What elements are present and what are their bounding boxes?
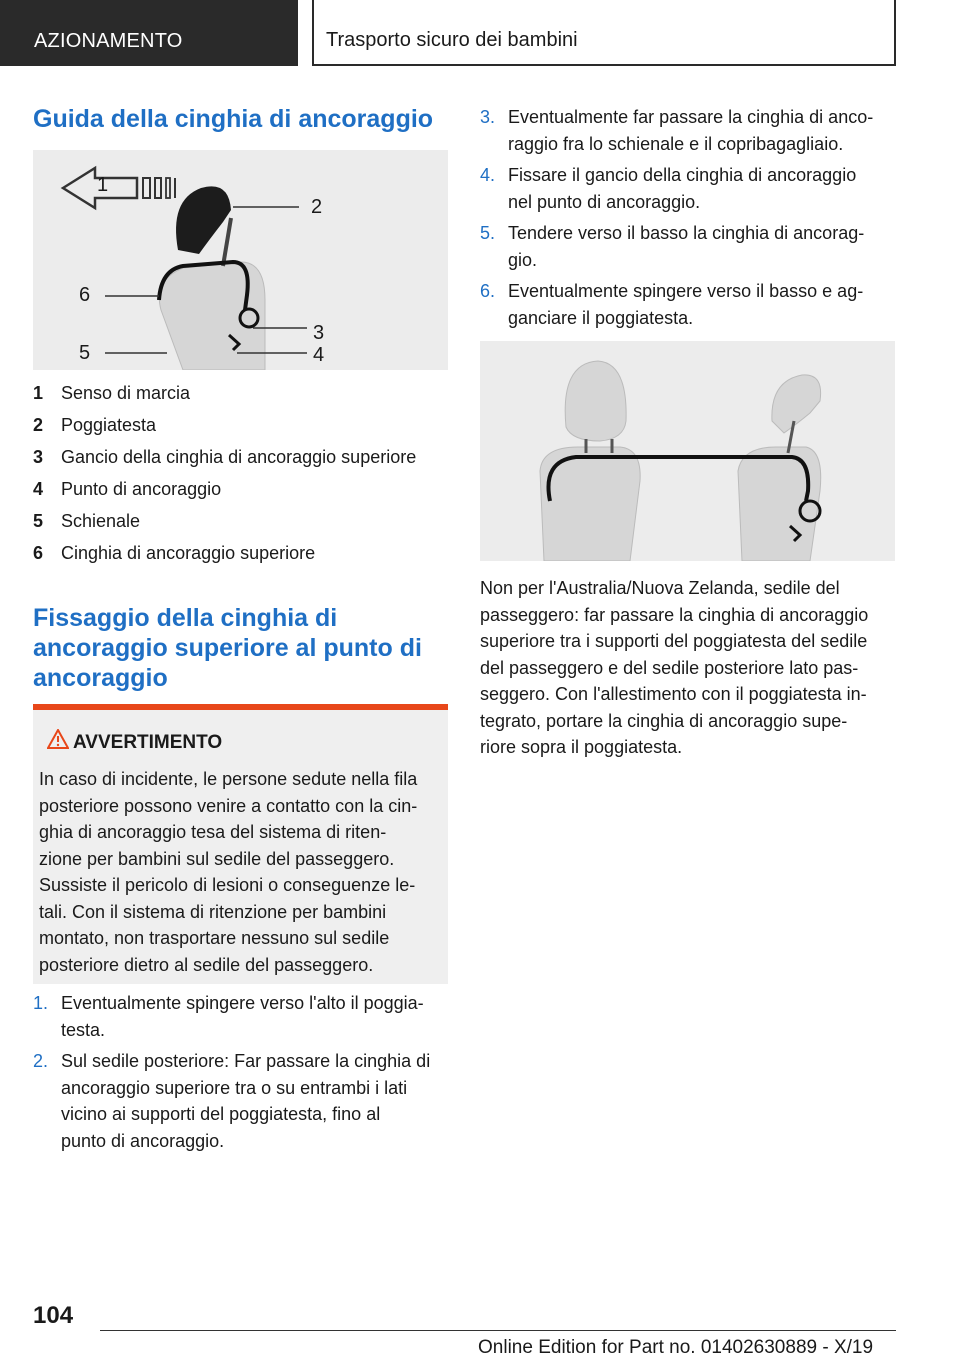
legend-item: 1 Senso di marcia (33, 383, 191, 403)
figure-legend (33, 377, 448, 569)
note-paragraph: Non per l'Australia/Nuova Zelanda, sedile del passeggero: far passare la cinghia di ancoraggio superiore tra i supporti del poggiatesta del sedile del passeggero e del sedile posteriore lato pas- seggero. Con l'allestimento con il poggiatesta in- tegrato, portare la cinghia di ancoraggio supe- riore sopra il poggiatesta. (480, 578, 869, 757)
list-item: 6. Eventualmente spingere verso il basso e ag- ganciare il poggiatesta. (480, 281, 864, 328)
steps-list-right (480, 104, 900, 336)
seat-diagram-illustration (33, 150, 448, 370)
heading-fasten-strap: Fissaggio della cinghia di ancoraggio superiore al punto di ancoraggio (33, 604, 422, 692)
legend-item: 2 Poggiatesta (33, 415, 157, 435)
legend-item: 3 Gancio della cinghia di ancoraggio superiore (33, 447, 417, 467)
figure-label-1: 1 (97, 174, 109, 196)
warning-triangle-icon (47, 729, 69, 749)
figure-label-3: 3 (313, 322, 325, 344)
figure-label-6: 6 (79, 284, 91, 306)
heading-anchor-strap-guide: Guida della cinghia di ancoraggio (33, 105, 434, 133)
figure-label-2: 2 (311, 196, 323, 218)
page-number: 104 (33, 1302, 74, 1329)
two-seats-illustration (480, 341, 895, 561)
legend-item: 6 Cinghia di ancoraggio superiore (33, 543, 316, 563)
legend-item: 5 Schienale (33, 511, 141, 531)
list-item: 5. Tendere verso il basso la cinghia di ancorag- gio. (480, 223, 865, 270)
figure-strap-between-seats (480, 341, 895, 561)
edition-text: Online Edition for Part no. 01402630889 - X/19 (478, 1337, 874, 1358)
list-item: 4. Fissare il gancio della cinghia di ancoraggio nel punto di ancoraggio. (480, 165, 857, 212)
steps-list-left (33, 990, 453, 1159)
footer-divider (100, 1330, 896, 1331)
warning-box (33, 704, 448, 984)
figure-label-4: 4 (313, 344, 325, 366)
list-item: 3. Eventualmente far passare la cinghia di anco- raggio fra lo schienale e il copribagagliaio. (480, 107, 874, 154)
warning-text: In caso di incidente, le persone sedute nella fila posteriore possono venire a contatto con la cin- ghia di ancoraggio tesa del sistema di riten- zione per bambini sul sedile del passeggero. Sussiste il pericolo di lesioni o conseguenze le- tali. Con il sistema di ritenzione per bambini montato, non trasportare nessuno sul sedile posteriore dietro al sedile del passeggero. (39, 769, 418, 975)
chapter-title: Trasporto sicuro dei bambini (312, 0, 896, 66)
list-item: 1. Eventualmente spingere verso l'alto il poggia- testa. (33, 993, 424, 1040)
figure-anchor-strap-guide (33, 150, 448, 370)
page-header (0, 0, 960, 66)
list-item: 2. Sul sedile posteriore: Far passare la cinghia di ancoraggio superiore tra o su entrambi i lati vicino ai supporti del poggiatesta, fino al punto di ancoraggio. (33, 1051, 431, 1151)
figure-label-5: 5 (79, 342, 91, 364)
section-title: AZIONAMENTO (0, 0, 298, 66)
legend-item: 4 Punto di ancoraggio (33, 479, 222, 499)
warning-title: AVVERTIMENTO (39, 732, 440, 762)
